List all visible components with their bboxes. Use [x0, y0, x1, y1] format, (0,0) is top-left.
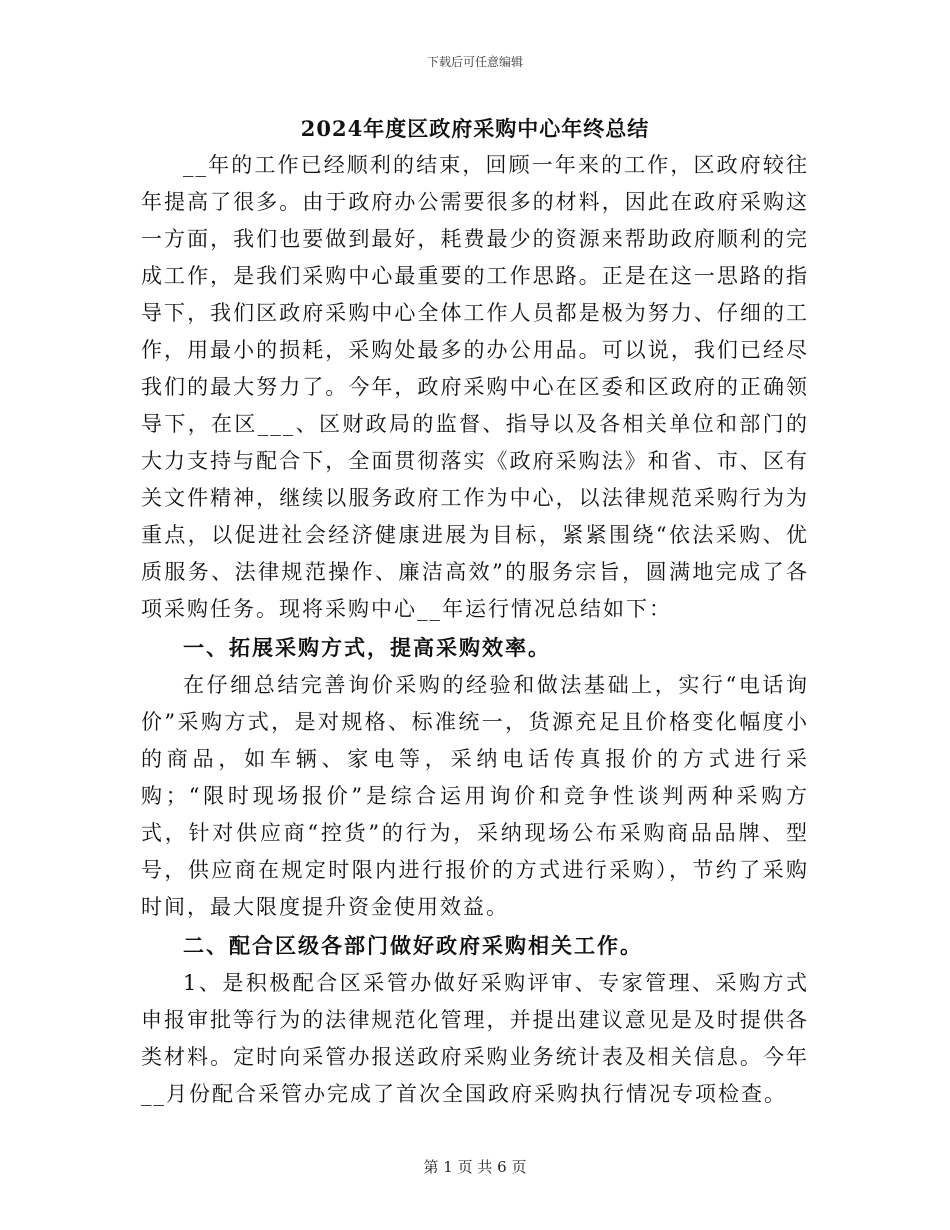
intro-paragraph: __年的工作已经顺利的结束，回顾一年来的工作，区政府较往年提高了很多。由于政府办公需要很多的材料，因此在政府采购这一方面，我们也要做到最好，耗费最少的资源来帮助政府顺利的完成工作，是我们采购中心最重要的工作思路。正是在这一思路的指导下，我们区政府采购中心全体工作人员都是极为努力、仔细的工作，用最小的损耗，采购处最多的办公用品。可以说，我们已经尽我们的最大努力了。今年，政府采购中心在区委和区政府的正确领导下，在区___、区财政局的监督、指导以及各相关单位和部门的大力支持与配合下，全面贯彻落实《政府采购法》和省、市、区有关文件精神，继续以服务政府工作为中心，以法律规范采购行为为重点，以促进社会经济健康进展为目标，紧紧围绕“依法采购、优质服务、法律规范操作、廉洁高效”的服务宗旨，圆满地完成了各项采购任务。现将采购中心__年运行情况总结如下：	[141, 153, 809, 621]
section-heading-1: 一、拓展采购方式，提高采购效率。	[183, 635, 551, 660]
page-number-footer: 第 1 页 共 6 页	[423, 1158, 527, 1176]
document-title: 2024年度区政府采购中心年终总结	[300, 116, 650, 141]
header-note: 下载后可任意编辑	[426, 55, 523, 69]
section-1-paragraph: 在仔细总结完善询价采购的经验和做法基础上，实行“电话询价”采购方式，是对规格、标准统一，货源充足且价格变化幅度小的商品，如车辆、家电等，采纳电话传真报价的方式进行采购；“限时现场报价”是综合运用询价和竞争性谈判两种采购方式，针对供应商“控货”的行为，采纳现场公布采购商品品牌、型号，供应商在规定时限内进行报价的方式进行采购），节约了采购时间，最大限度提升资金使用效益。	[141, 673, 809, 919]
document-body	[141, 147, 809, 1113]
section-heading-2: 二、配合区级各部门做好政府采购相关工作。	[183, 933, 643, 958]
section-2-paragraph: 1、是积极配合区采管办做好采购评审、专家管理、采购方式申报审批等行为的法律规范化管理，并提出建议意见是及时提供各类材料。定时向采管办报送政府采购业务统计表及相关信息。今年__月份配合采管办完成了首次全国政府采购执行情况专项检查。	[141, 971, 809, 1106]
